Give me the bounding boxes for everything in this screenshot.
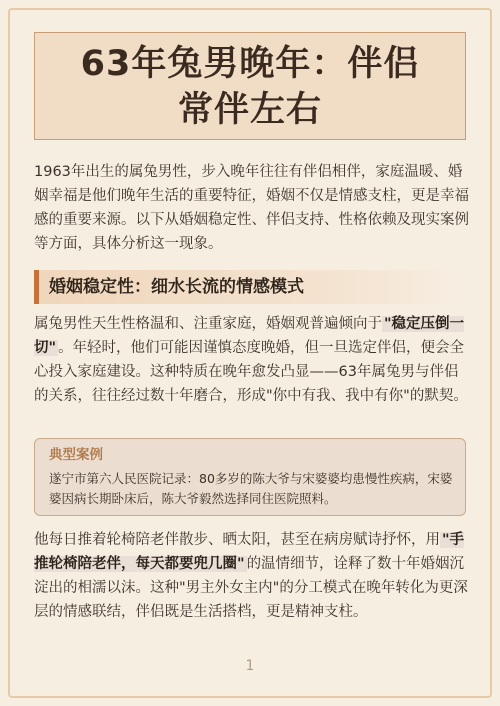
body-paragraph-2 <box>34 528 470 624</box>
section-heading <box>34 270 466 304</box>
body-paragraph-1-text-b: 。年轻时，他们可能因谨慎态度晚婚，但一旦选定伴侣，便会全心投入家庭建设。这种特质在晚年愈发凸显——63年属兔男与伴侣的关系，往往经过数十年磨合，形成"你中有我、我中有你"的默契。 <box>34 340 468 404</box>
case-title: 典型案例 <box>49 447 103 463</box>
highlight-phrase-1: "稳定压倒一切" <box>34 316 465 356</box>
highlight-phrase-2: "手推轮椅陪老伴，每天都要兜几圈" <box>34 532 465 572</box>
page-title-line-1: 63年兔男晚年：伴侣 <box>80 44 420 84</box>
body-paragraph-2-text-b: 的温情细节，诠释了数十年婚姻沉淀出的相濡以沫。这种"男主外女主内"的分工模式在晚年转化为更深层的情感联结，伴侣既是生活搭档，更是精神支柱。 <box>34 556 468 620</box>
body-paragraph-1-text-a: 属兔男性天生性格温和、注重家庭，婚姻观普遍倾向于 <box>34 316 382 332</box>
body-paragraph-1 <box>34 312 470 408</box>
section-heading-text: 婚姻稳定性：细水长流的情感模式 <box>49 277 304 297</box>
page-number: 1 <box>245 658 255 674</box>
intro-paragraph: 1963年出生的属兔男性，步入晚年往往有伴侣相伴，家庭温暖、婚姻幸福是他们晚年生活的重要特征，婚姻不仅是情感支柱，更是幸福感的重要来源。以下从婚姻稳定性、伴侣支持、性格依赖及现实案例等方面，具体分析这一现象。 <box>34 164 469 252</box>
page-title-line-2: 常伴左右 <box>177 90 322 130</box>
body-paragraph-2-text-a: 他每日推着轮椅陪老伴散步、晒太阳，甚至在病房赋诗抒怀，用 <box>34 532 440 548</box>
case-text: 遂宁市第六人民医院记录：80多岁的陈大爷与宋婆婆均患慢性疾病，宋婆婆因病长期卧床后，陈大爷毅然选择同住医院照料。 <box>49 471 453 506</box>
title-box <box>34 32 466 140</box>
case-callout <box>34 438 466 516</box>
